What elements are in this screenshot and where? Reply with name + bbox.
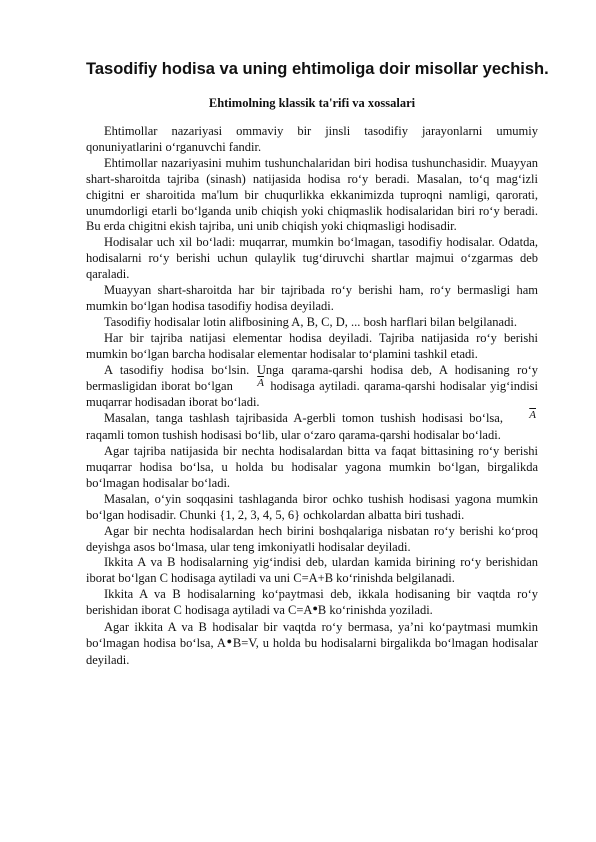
section-subtitle: Ehtimolning klassik ta'rifi va xossalari [208,96,416,110]
paragraph-5: Tasodifiy hodisalar lotin alifbosining A, B, C, D, ... bosh harflari bilan belgilanadi. [104,314,517,329]
paragraph-13-after: B ko‘rinishda yoziladi. [317,603,433,618]
paragraph-10: Masalan, o‘yin soqqasini tashlaganda biror ochko tushish hodisasi yagona mumkin bo‘lgan hodisadir. Chunki {1, 2, 3, 4, 5, 6} ochkolardan albatta biri tushadi. [86,491,538,522]
paragraph-9: Agar tajriba natijasida bir nechta hodisalardan bitta va faqat bittasining ro‘y berishi muqarrar hodisa bo‘lsa, u holda bu hodisalar yagona mumkin bo‘lgan, birgalikda bo‘lmagan hodisalar bo‘ladi. [86,444,538,490]
paragraph-7 [86,363,538,412]
paragraph-3: Hodisalar uch xil bo‘ladi: muqarrar, mumkin bo‘lmagan, tasodifiy hodisalar. Odatda, hodisalarni ro‘y berishi uchun qulaylik tug‘diruvchi shartlar majmui o‘zgarmas deb qaraladi. [86,235,538,282]
paragraph-13-before: Ikkita A va B hodisalarning ko‘paytmasi deb, ikkala hodisaning bir vaqtda ro‘y berishidan iborat C hodisaga aytiladi va C=A [86,587,538,618]
paragraph-8-before: Masalan, tanga tashlash tajribasida A-gerbli tomon tushish hodisasi bo‘lsa, [104,411,503,426]
page-title: Tasodifiy hodisa va uning ehtimoliga doir misollar yechish. [86,60,549,78]
document-page [86,58,549,669]
paragraph-7-before: A tasodifiy hodisa bo‘lsin. Unga qarama-qarshi hodisa deb, A hodisaning ro‘y bermasligidan iborat bo‘lgan [86,362,538,393]
paragraph-4: Muayyan shart-sharoitda har bir tajribada ro‘y berishi ham, ro‘y bermasligi ham mumkin bo‘lgan hodisa tasodifiy hodisa deyiladi. [86,283,538,313]
product-dot-symbol: ● [312,603,318,614]
paragraph-14-after: B=V, u holda bu hodisalarni birgalikda bo‘lmagan hodisalar deyiladi. [86,636,539,667]
complement-symbol: $\overline{A}$ [529,409,536,422]
paragraph-2: Ehtimollar nazariyasini muhim tushunchalaridan biri hodisa tushunchasidir. Muayyan shart-sharoitda tajriba (sinash) natijasida hodisa ro‘y beradi. Masalan, to‘q mag‘izli chigitni er sharoitida ma'lum bir chuqurlikka ekkanimizda tuproqni namligi, qarorati, unumdorligi etarli bo‘lganda unib chiqish yoki chiqmaslik hodisalaridan biri ro‘y beradi. Bu erda chigitni ekish tajriba, uni unib chiqish yoki chiqmasligi hodisadir. [86,155,538,234]
paragraph-13 [86,587,538,620]
paragraph-12: Ikkita A va B hodisalarning yig‘indisi deb, ulardan kamida birining ro‘y berishidan iborat bo‘lgan C hodisaga aytiladi va uni C=A+B ko‘rinishda belgilanadi. [86,555,538,586]
complement-symbol: $\overline{A}$ [257,376,264,389]
product-dot-symbol: ● [225,636,233,646]
paragraph-7-after: hodisaga aytiladi. qarama-qarshi hodisalar yig‘indisi muqarrar hodisadan iborat bo‘ladi. [86,378,539,410]
paragraph-11: Agar bir nechta hodisalardan hech birini boshqalariga nisbatan ro‘y berishi ko‘proq deyishga asos bo‘lmasa, ular teng imkoniyatli hodisalar deyiladi. [86,523,538,554]
paragraph-6: Har bir tajriba natijasi elementar hodisa deyiladi. Tajriba natijasida ro‘y berishi mumkin bo‘lgan barcha hodisalar elementar hodisalar to‘plamini tashkil etadi. [86,330,538,361]
paragraph-1: Ehtimollar nazariyasi ommaviy bir jinsli tasodifiy jarayonlarni umumiy qonuniyatlarini o‘rganuvchi fandir. [86,124,538,154]
paragraph-8-after: raqamli tomon tushish hodisasi bo‘lib, ular o‘zaro qarama-qarshi hodisalar bo‘ladi. [86,428,501,443]
paragraph-14 [86,620,538,669]
paragraph-14-before: Agar ikkita A va B hodisalar bir vaqtda ro‘y bermasa, ya’ni ko‘paytmasi mumkin bo‘lmagan hodisa bo‘lsa, A [86,620,538,650]
paragraph-8 [86,411,538,444]
